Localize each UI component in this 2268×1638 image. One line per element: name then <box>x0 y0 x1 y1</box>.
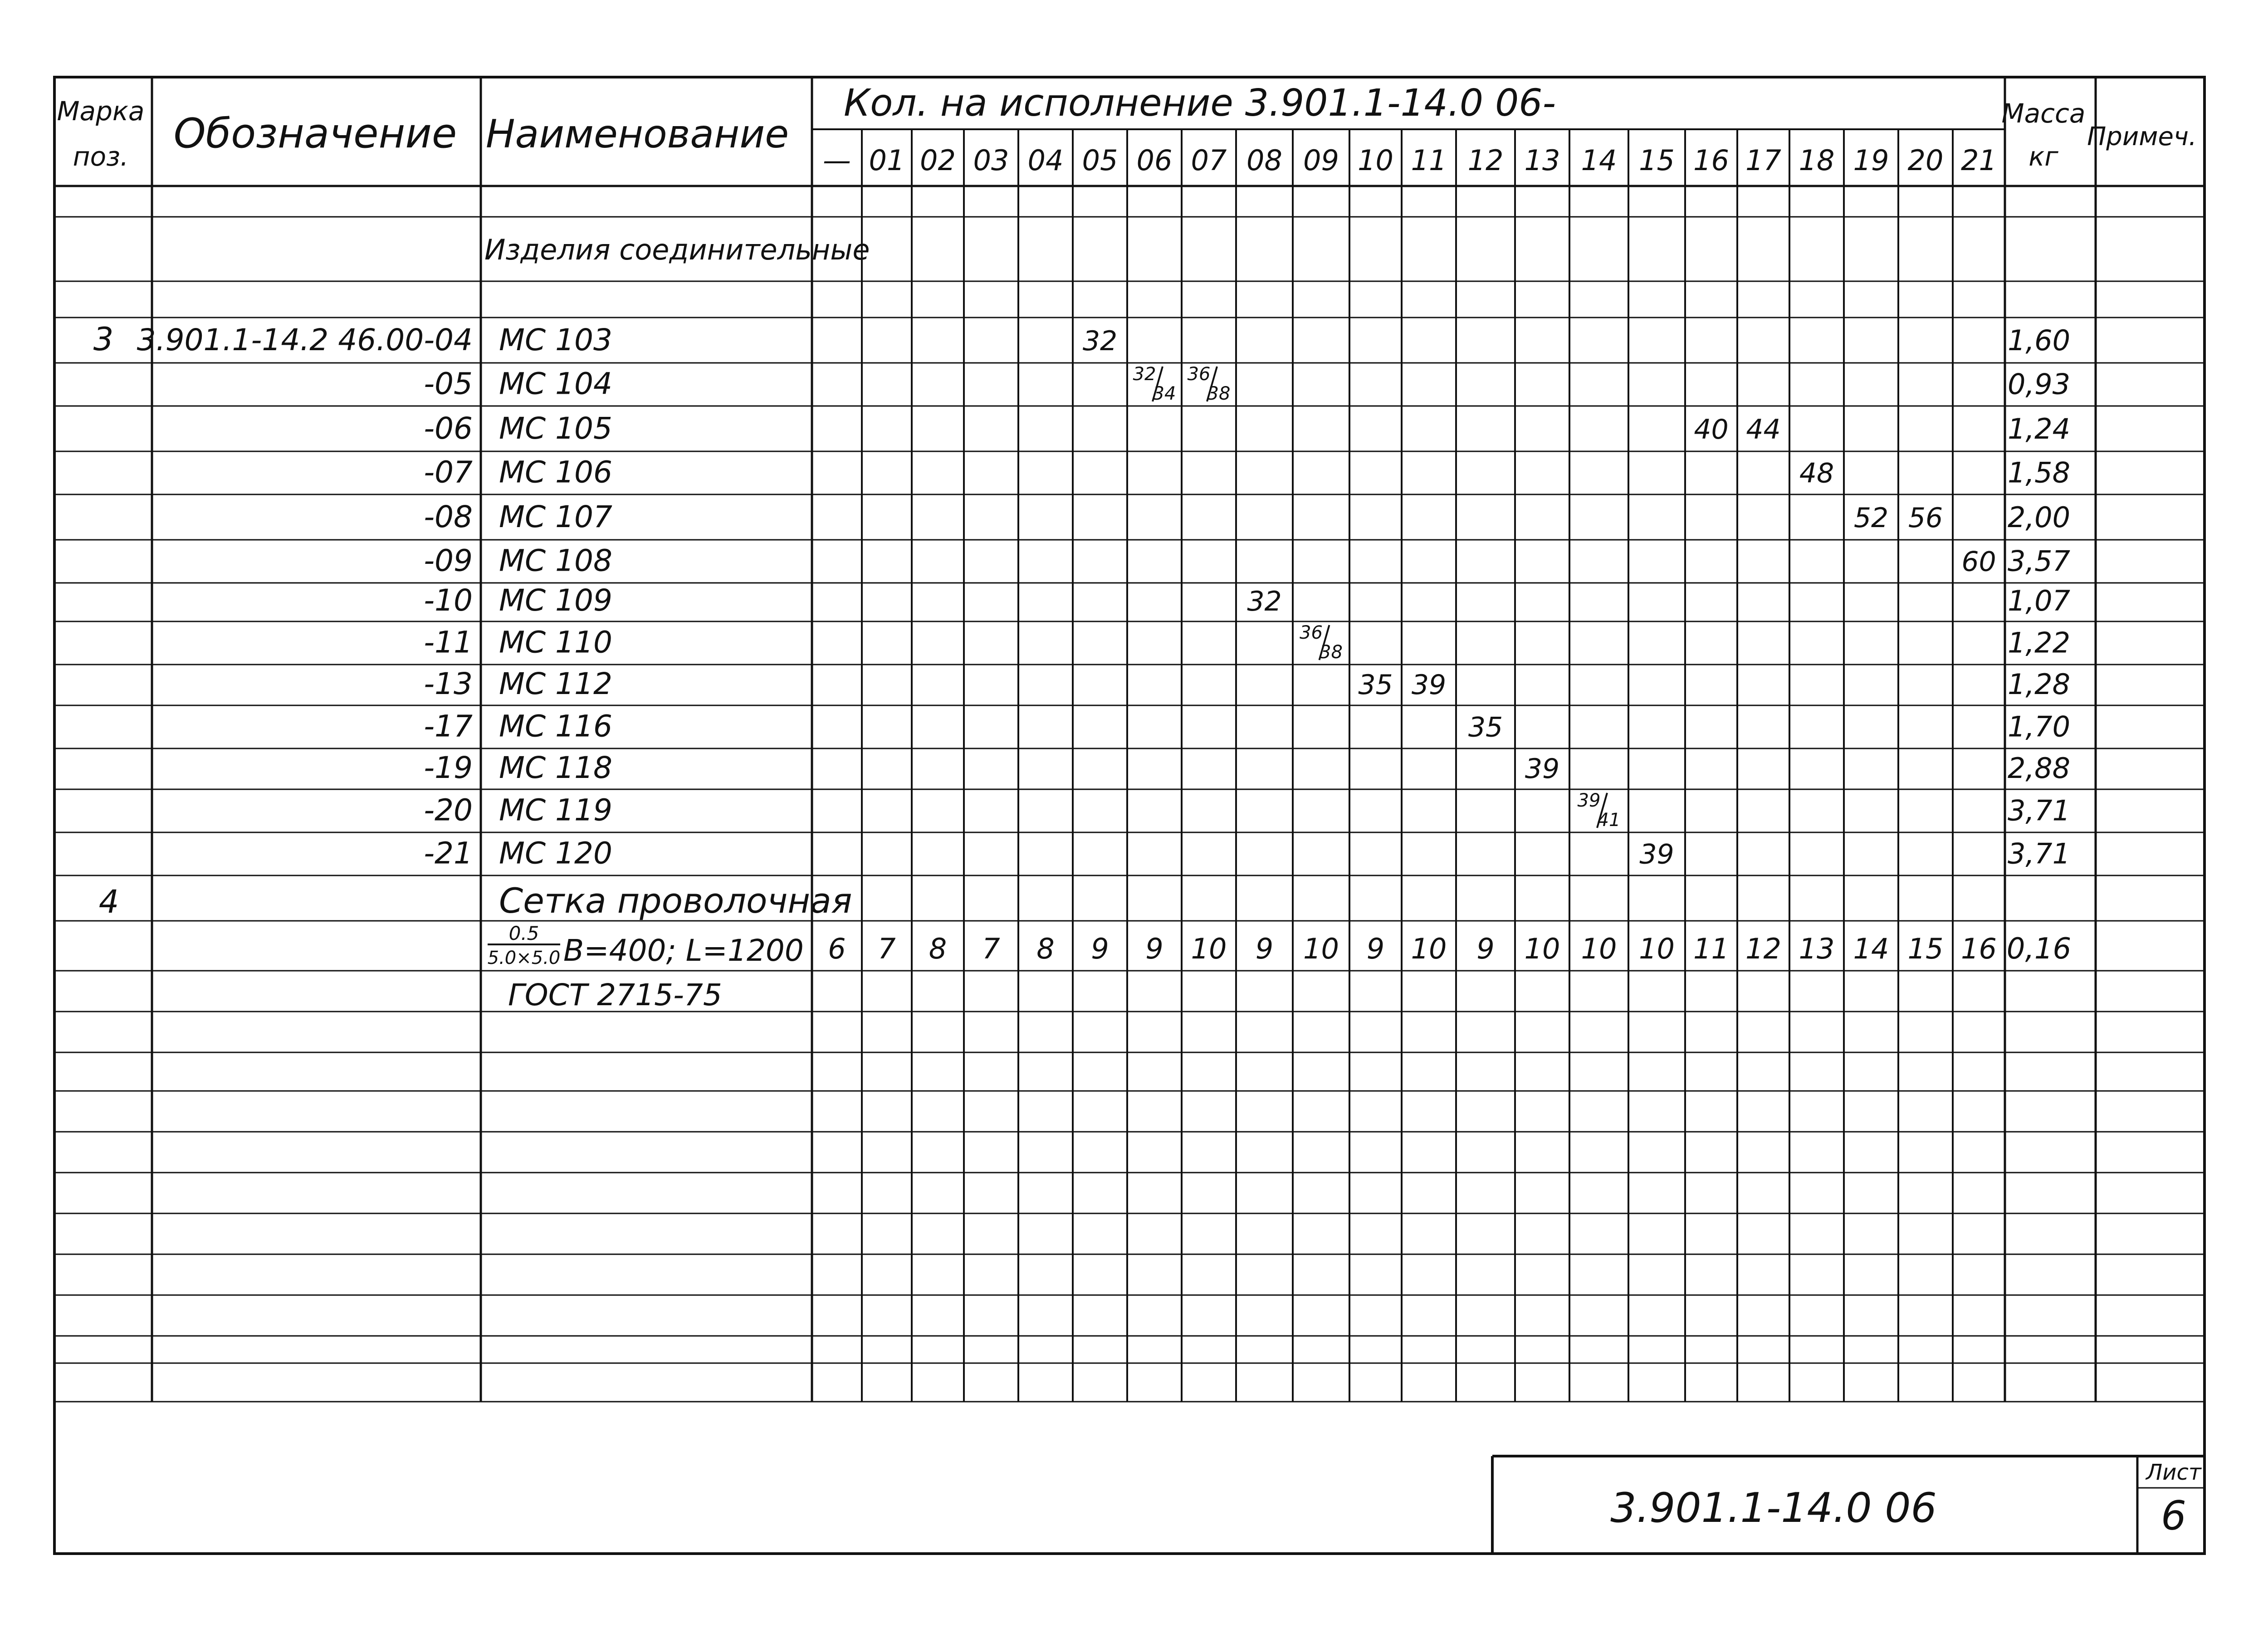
mesh-fraction-den: 5.0×5.0 <box>487 948 561 968</box>
mesh-qty-value: 9 <box>1255 932 1274 965</box>
table-row <box>424 455 2070 489</box>
row-mark: 3 <box>93 321 114 358</box>
variant-label-12: 12 <box>1467 144 1504 177</box>
mesh-qty-value: 9 <box>1366 932 1385 965</box>
row-mass: 2,88 <box>2007 751 2071 785</box>
variant-label-17: 17 <box>1745 144 1781 177</box>
table-row <box>424 666 2070 701</box>
header-massa-line2: кг <box>2028 141 2058 172</box>
qty-value: 48 <box>1799 457 1834 489</box>
row-designation: -21 <box>424 836 473 871</box>
mesh-qty-value: 9 <box>1476 932 1495 965</box>
table-row <box>93 321 2070 358</box>
row-mass: 3,71 <box>2007 794 2071 827</box>
row-designation: -13 <box>424 666 473 701</box>
variant-label-13: 13 <box>1524 144 1560 177</box>
variant-label-10: 10 <box>1358 144 1393 177</box>
row-mass: 1,28 <box>2007 667 2071 701</box>
mesh-qty-value: 14 <box>1853 932 1889 965</box>
variant-label-06: 06 <box>1136 144 1173 177</box>
qty-fraction-bottom: 34 <box>1153 383 1176 404</box>
variant-label-19: 19 <box>1853 144 1889 177</box>
row-mass: 1,07 <box>2007 584 2071 618</box>
qty-value: 39 <box>1411 669 1447 701</box>
mesh-qty-value: 10 <box>1639 932 1675 965</box>
row-mass: 3,57 <box>2007 544 2071 578</box>
mesh-qty-value: 15 <box>1907 932 1944 965</box>
row-mass: 1,58 <box>2007 456 2071 489</box>
qty-fraction-top: 39 <box>1577 790 1601 811</box>
row-designation: -17 <box>424 709 473 744</box>
header-oboznachenie: Обозначение <box>173 110 457 157</box>
table-row <box>424 499 2070 534</box>
table-row <box>424 836 2070 870</box>
mesh-qty-value: 6 <box>828 932 846 965</box>
row-designation: -20 <box>424 792 473 828</box>
table-row <box>424 709 2070 743</box>
row-designation: -05 <box>424 366 473 401</box>
variant-label-18: 18 <box>1799 144 1835 177</box>
row-name: МС 109 <box>499 583 612 618</box>
mesh-qty-value: 8 <box>1036 932 1055 965</box>
mesh-mass: 0,16 <box>2006 932 2072 966</box>
table-row <box>424 411 2070 446</box>
variant-label-02: 02 <box>920 144 956 177</box>
mesh-qty-value: 8 <box>929 932 947 965</box>
qty-fraction-top: 36 <box>1187 364 1211 385</box>
sheet-frame <box>54 77 2204 1554</box>
qty-fraction-bottom: 38 <box>1207 383 1231 404</box>
section-title: Изделия соединительные <box>484 233 870 266</box>
row-name: МС 119 <box>499 792 612 828</box>
row-designation: -10 <box>424 583 473 618</box>
qty-value: 39 <box>1525 753 1560 785</box>
row-name: МС 103 <box>499 323 612 357</box>
variant-label-15: 15 <box>1639 144 1675 177</box>
row-mass: 0,93 <box>2007 367 2071 401</box>
row-name: МС 105 <box>499 411 612 446</box>
table-row <box>424 790 2070 831</box>
variant-label-03: 03 <box>973 144 1009 177</box>
header-primech: Примеч. <box>2087 122 2197 152</box>
row-designation: -09 <box>424 543 473 578</box>
variant-label-20: 20 <box>1907 144 1944 177</box>
variant-label-14: 14 <box>1581 144 1617 177</box>
header-naimenovanie: Наименование <box>485 112 789 157</box>
title-block <box>1610 1460 2202 1539</box>
mesh-name-line3: ГОСТ 2715-75 <box>508 978 722 1012</box>
row-name: МС 116 <box>499 709 612 744</box>
row-name: МС 112 <box>499 666 612 701</box>
variant-label-05: 05 <box>1082 144 1118 177</box>
qty-value: 35 <box>1358 669 1393 701</box>
table-row <box>424 543 2070 578</box>
table-row <box>424 750 2070 785</box>
row-mass: 3,71 <box>2007 837 2071 870</box>
mesh-qty-value: 10 <box>1191 932 1227 965</box>
row-designation: -07 <box>424 455 473 490</box>
mesh-qty-value: 10 <box>1524 932 1560 965</box>
title-block-code: 3.901.1-14.0 06 <box>1610 1484 1937 1532</box>
variant-label-01: 01 <box>869 144 905 177</box>
title-block-sheet-number: 6 <box>2161 1492 2186 1539</box>
table-row <box>424 622 2070 663</box>
row-mass: 1,24 <box>2007 412 2071 445</box>
row-name: МС 118 <box>499 750 612 785</box>
header-marka-line2: поз. <box>73 141 129 172</box>
header-marka-line1: Марка <box>57 96 145 127</box>
row-name: МС 110 <box>499 625 612 660</box>
table-body <box>93 321 2070 870</box>
mesh-qty-value: 12 <box>1745 932 1781 965</box>
row-designation: 3.901.1-14.2 46.00-04 <box>137 323 473 357</box>
variant-label-08: 08 <box>1246 144 1282 177</box>
row-mass: 1,70 <box>2007 710 2071 743</box>
mesh-row <box>99 880 2072 1012</box>
table-grid <box>54 77 2204 1554</box>
mesh-fraction-num: 0.5 <box>508 922 539 944</box>
header-massa-line1: Масса <box>2001 98 2086 129</box>
qty-value: 39 <box>1639 838 1674 870</box>
row-mass: 1,60 <box>2007 324 2071 357</box>
row-name: МС 108 <box>499 543 612 578</box>
row-name: МС 120 <box>499 836 612 871</box>
row-name: МС 104 <box>499 366 612 401</box>
row-designation: -06 <box>424 411 473 446</box>
qty-fraction-bottom: 41 <box>1597 810 1621 831</box>
qty-value: 32 <box>1082 325 1118 357</box>
mesh-qty-value: 10 <box>1303 932 1339 965</box>
variant-label-04: 04 <box>1027 144 1064 177</box>
mesh-name-line2: В=400; L=1200 <box>563 933 804 968</box>
row-designation: -08 <box>424 499 473 534</box>
mesh-qty-value: 9 <box>1091 932 1109 965</box>
mesh-name-line1: Сетка проволочная <box>499 880 852 921</box>
qty-value: 60 <box>1961 546 1996 578</box>
table-row <box>424 364 2070 404</box>
qty-value: 40 <box>1694 414 1729 445</box>
mesh-mark: 4 <box>98 883 119 920</box>
mesh-qty-value: 9 <box>1145 932 1163 965</box>
mesh-qty-value: 10 <box>1411 932 1447 965</box>
qty-fraction-top: 36 <box>1300 622 1323 643</box>
variant-label-09: 09 <box>1303 144 1339 177</box>
qty-fraction-bottom: 38 <box>1320 642 1343 663</box>
header-kol-title: Кол. на исполнение 3.901.1-14.0 06- <box>844 82 1556 125</box>
variant-label-base: — <box>823 144 851 177</box>
qty-fraction-top: 32 <box>1133 364 1156 385</box>
mesh-qty-value: 7 <box>878 932 896 965</box>
variant-columns <box>823 144 1997 177</box>
qty-value: 52 <box>1853 502 1889 534</box>
title-block-sheet-label: Лист <box>2146 1460 2201 1485</box>
qty-value: 32 <box>1247 586 1282 618</box>
row-mass: 1,22 <box>2007 626 2071 660</box>
row-name: МС 106 <box>499 455 612 490</box>
mesh-qty-value: 10 <box>1581 932 1617 965</box>
table-row <box>424 583 2070 618</box>
row-mass: 2,00 <box>2007 501 2071 534</box>
variant-label-07: 07 <box>1191 144 1227 177</box>
variant-label-16: 16 <box>1693 144 1729 177</box>
mesh-quantities <box>828 932 1997 965</box>
row-designation: -11 <box>424 625 473 660</box>
variant-label-11: 11 <box>1411 144 1447 177</box>
mesh-qty-value: 16 <box>1961 932 1997 965</box>
qty-value: 56 <box>1908 502 1943 534</box>
variant-label-21: 21 <box>1961 144 1997 177</box>
row-name: МС 107 <box>499 499 612 534</box>
qty-value: 35 <box>1468 711 1503 743</box>
row-designation: -19 <box>424 750 473 785</box>
mesh-qty-value: 11 <box>1693 932 1729 965</box>
mesh-qty-value: 7 <box>982 932 1000 965</box>
qty-value: 44 <box>1746 414 1781 445</box>
mesh-qty-value: 13 <box>1799 932 1835 965</box>
